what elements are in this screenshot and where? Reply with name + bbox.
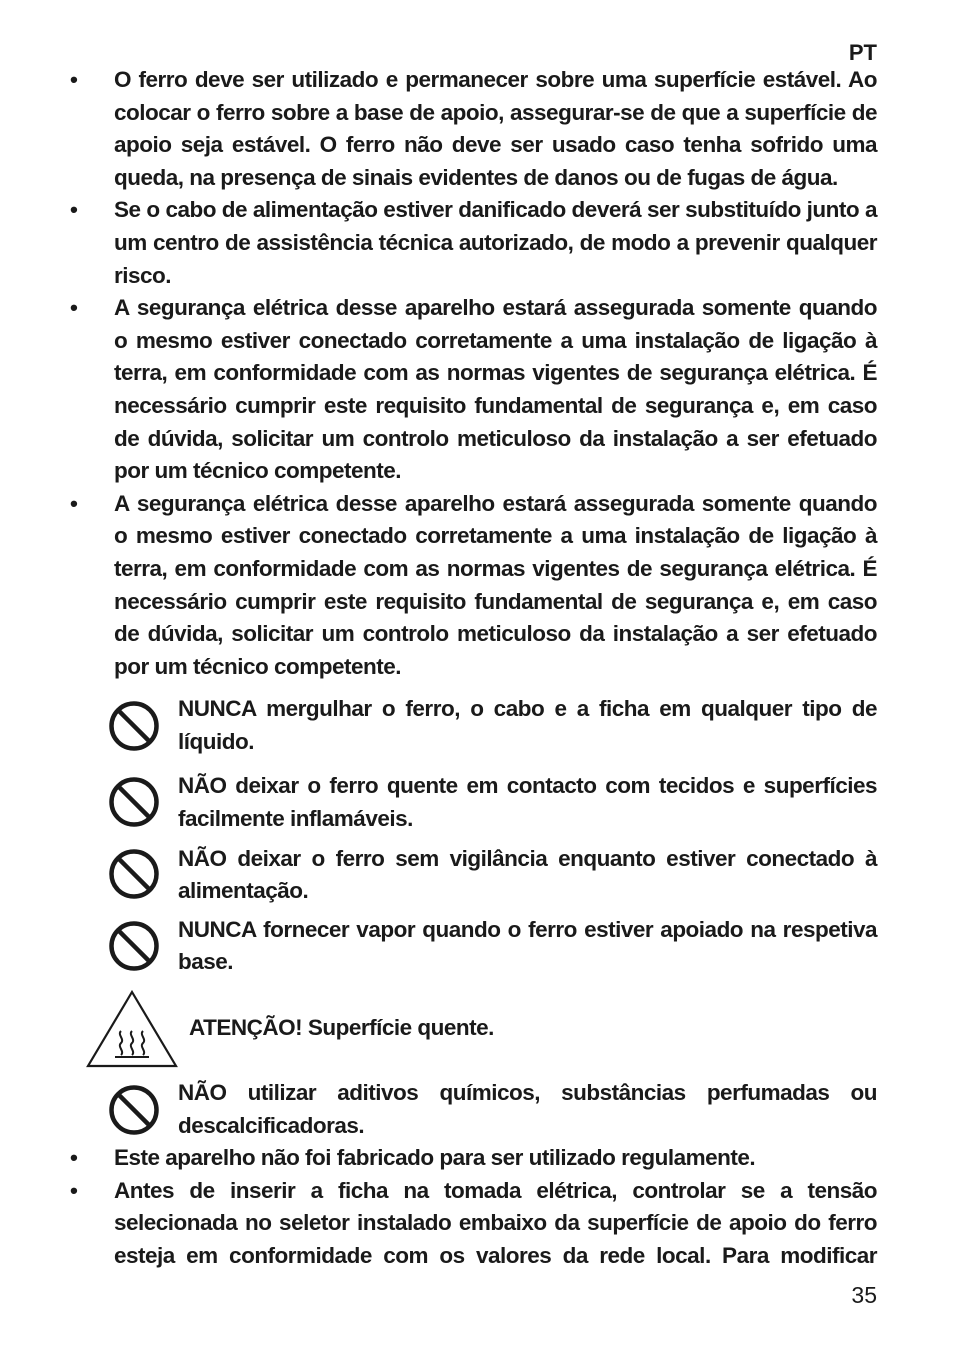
hot-surface-warning-icon: [85, 989, 179, 1069]
list-item-text: A segurança elétrica desse aparelho estará assegurada somente quando o mesmo estiver conectado corretamente a uma instalação de ligação à terra, em conformidade com as normas vigentes de segurança elétrica. É necessário cumprir este requisito fundamental de segurança e, em caso de dúvida, solicitar um controlo meticuloso da instalação a ser efetuado por um técnico competente.: [114, 490, 877, 679]
prohibition-item: [68, 770, 877, 835]
list-item-text: O ferro deve ser utilizado e permanecer sobre uma superfície estável. Ao colocar o ferro sobre a base de apoio, assegurar-se de que a superfície de apoio seja estável. O ferro não deve ser usado caso tenha sofrido uma queda, na presença de sinais evidentes de danos ou de fugas de água.: [114, 67, 877, 190]
prohibition-icon: [108, 1084, 160, 1136]
list-item-text: Antes de inserir a ficha na tomada elétrica, controlar se a tensão selecionada no seletor instalado embaixo da superfície de apoio do ferro esteja em conformidade com os valores da rede local. Para modificar: [114, 1177, 877, 1268]
prohibition-text: NÃO utilizar aditivos químicos, substâncias perfumadas ou descalcificadoras.: [178, 1080, 877, 1138]
bullet: •: [70, 1145, 78, 1171]
prohibition-item: [68, 693, 877, 758]
bullet: •: [70, 1177, 78, 1203]
prohibition-icon: [108, 776, 160, 828]
list-item-text: A segurança elétrica desse aparelho estará assegurada somente quando o mesmo estiver conectado corretamente a uma instalação de ligação à terra, em conformidade com as normas vigentes de segurança elétrica. É necessário cumprir este requisito fundamental de segurança e, em caso de dúvida, solicitar um controlo meticuloso da instalação a ser efetuado por um técnico competente.: [114, 295, 877, 484]
prohibition-text: NÃO deixar o ferro quente em contacto com tecidos e superfícies facilmente inflamáveis.: [178, 773, 877, 832]
list-item: [68, 488, 877, 684]
warning-text: ATENÇÃO! Superfície quente.: [189, 1015, 494, 1041]
prohibition-icon: [108, 700, 160, 752]
list-item: [68, 1142, 877, 1175]
list-item: [68, 194, 877, 292]
warning-item: [68, 994, 877, 1072]
list-item-text: Este aparelho não foi fabricado para ser utilizado regulamente.: [114, 1145, 756, 1171]
safety-instructions: [68, 64, 877, 1273]
prohibition-icon: [108, 848, 160, 900]
prohibition-text: NÃO deixar o ferro sem vigilância enquanto estiver conectado à alimentação.: [178, 845, 877, 904]
prohibition-item: [68, 1077, 877, 1142]
prohibition-text: NUNCA mergulhar o ferro, o cabo e a ficha em qualquer tipo de líquido.: [178, 696, 877, 754]
bullet: •: [70, 67, 78, 92]
prohibition-item: [68, 843, 877, 908]
list-item-text: Se o cabo de alimentação estiver danificado deverá ser substituído junto a um centro de assistência técnica autorizado, de modo a prevenir qualquer risco.: [114, 197, 877, 288]
bullet: •: [70, 295, 78, 321]
prohibition-text: NUNCA fornecer vapor quando o ferro estiver apoiado na respetiva base.: [178, 916, 877, 975]
language-code: PT: [848, 40, 877, 65]
prohibition-icon: [108, 920, 160, 972]
prohibition-item: [68, 914, 877, 979]
list-item: [68, 292, 877, 488]
list-item: [68, 1175, 877, 1273]
bullet: •: [70, 490, 78, 516]
list-item: [68, 64, 877, 194]
page-number: 35: [851, 1282, 877, 1308]
bullet: •: [70, 197, 78, 223]
